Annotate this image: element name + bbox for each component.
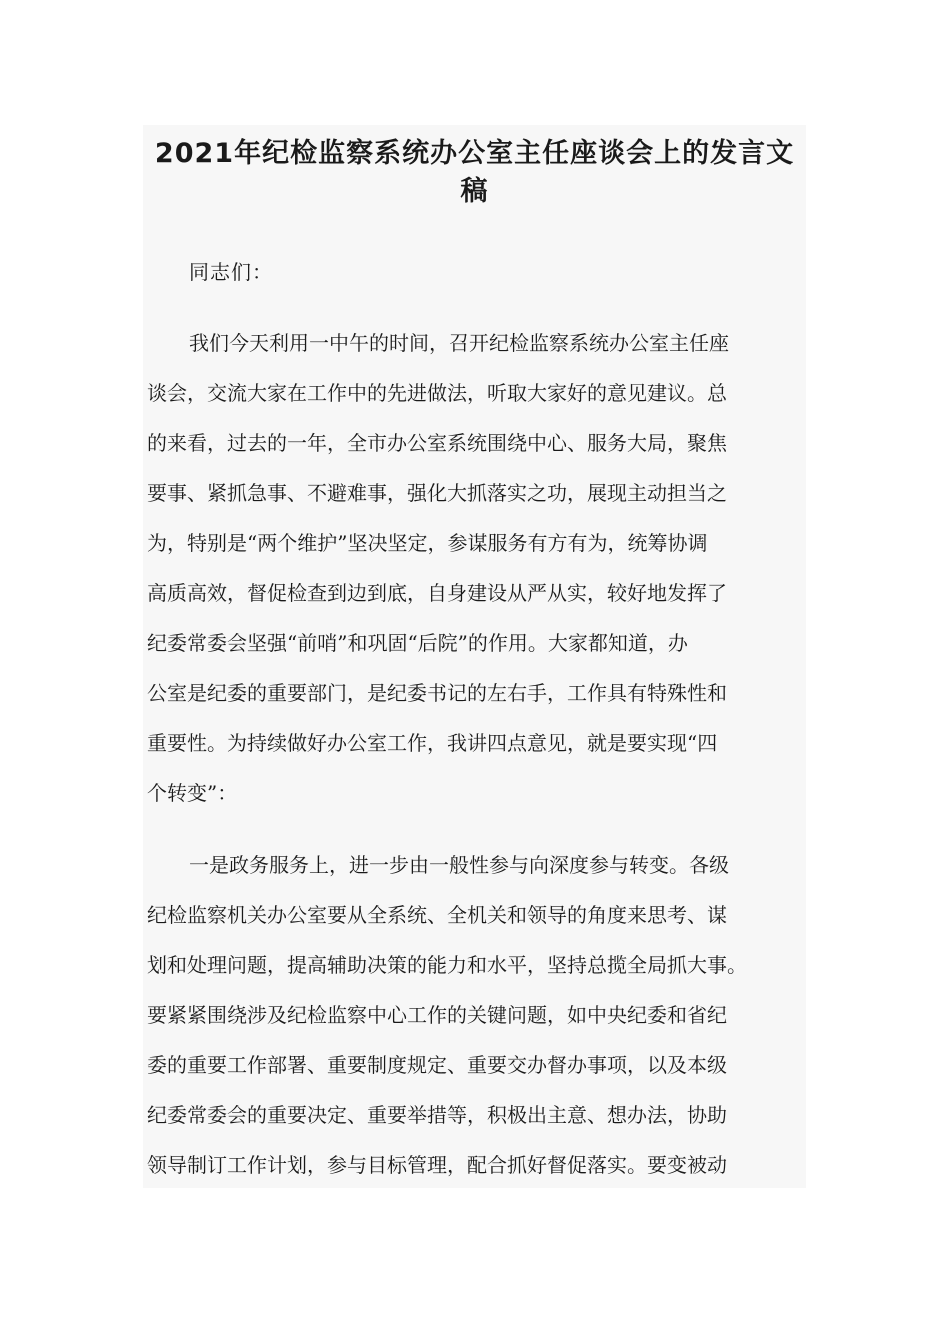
paragraph-line: 的来看，过去的一年，全市办公室系统围绕中心、服务大局，聚焦 — [147, 431, 727, 455]
paragraph-line: 个转变”： — [147, 781, 238, 805]
paragraph-line: 纪检监察机关办公室要从全系统、全机关和领导的角度来思考、谋 — [147, 903, 727, 927]
paragraph-point-one — [147, 840, 806, 1188]
paragraph-line: 纪委常委会坚强“前哨”和巩固“后院”的作用。大家都知道，办 — [147, 631, 688, 655]
document-title — [143, 135, 806, 211]
paragraph-line: 要事、紧抓急事、不避难事，强化大抓落实之功，展现主动担当之 — [147, 481, 727, 505]
paragraph-line: 要紧紧围绕涉及纪检监察中心工作的关键问题，如中央纪委和省纪 — [147, 1003, 727, 1027]
paragraph-line: 为，特别是“两个维护”坚决坚定，参谋服务有方有为，统筹协调 — [147, 531, 708, 555]
paragraph-line: 高质高效，督促检查到边到底，自身建设从严从实，较好地发挥了 — [147, 581, 727, 605]
paragraph-line: 一是政务服务上，进一步由一般性参与向深度参与转变。各级 — [189, 853, 729, 877]
paragraph-line: 委的重要工作部署、重要制度规定、重要交办督办事项，以及本级 — [147, 1053, 727, 1077]
title-line-2: 稿 — [460, 176, 489, 207]
document-page — [143, 125, 806, 1188]
paragraph-line: 划和处理问题，提高辅助决策的能力和水平，坚持总揽全局抓大事。 — [147, 953, 747, 977]
paragraph-line: 纪委常委会的重要决定、重要举措等，积极出主意、想办法，协助 — [147, 1103, 727, 1127]
greeting: 同志们： — [189, 260, 273, 284]
paragraph-line: 重要性。为持续做好办公室工作，我讲四点意见，就是要实现“四 — [147, 731, 718, 755]
paragraph-opening — [147, 318, 806, 818]
paragraph-line: 我们今天利用一中午的时间，召开纪检监察系统办公室主任座 — [189, 331, 729, 355]
paragraph-line: 谈会，交流大家在工作中的先进做法，听取大家好的意见建议。总 — [147, 381, 727, 405]
paragraph-line: 公室是纪委的重要部门，是纪委书记的左右手，工作具有特殊性和 — [147, 681, 727, 705]
paragraph-line: 领导制订工作计划，参与目标管理，配合抓好督促落实。要变被动 — [147, 1153, 727, 1177]
title-line-1: 2021年纪检监察系统办公室主任座谈会上的发言文 — [154, 138, 795, 169]
